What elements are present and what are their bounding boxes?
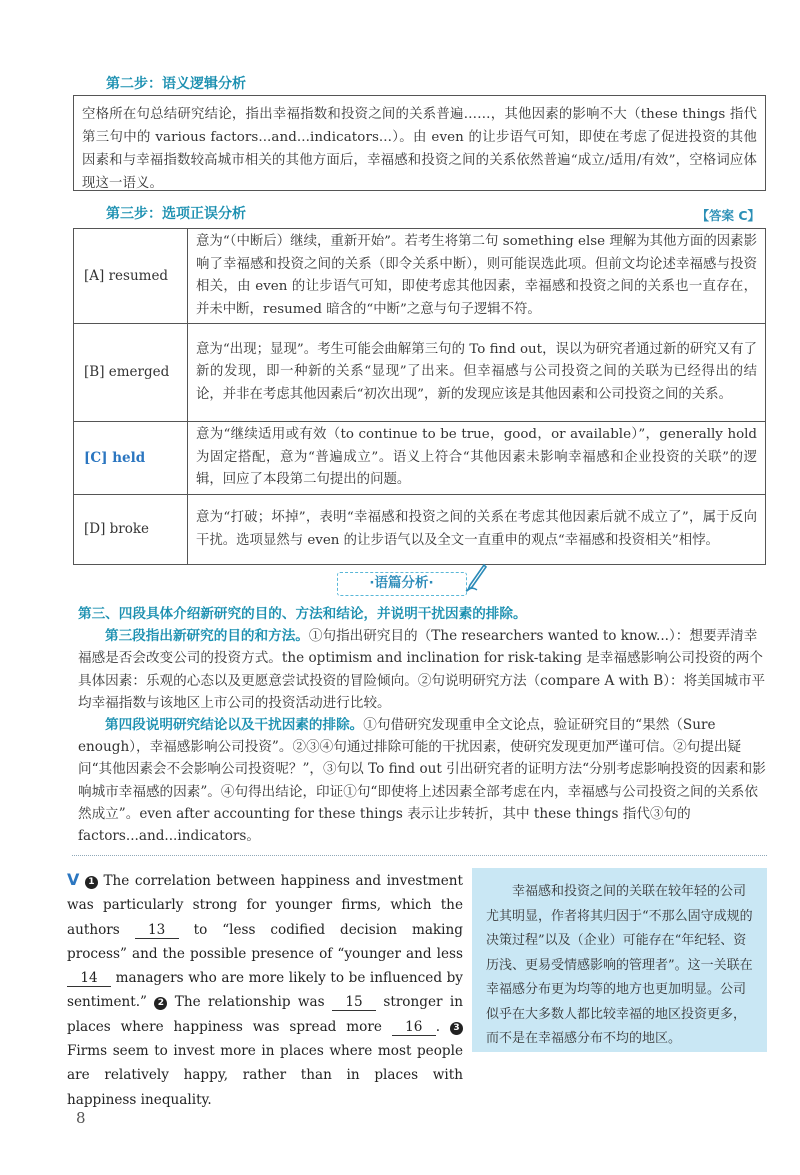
- translation-text: 幸福感和投资之间的关联在较年轻的公司尤其明显，作者将其归因于“不那么固守成规的决策过程”以及（企业）可能存在“年纪轻、资历浅、更易受情感影响的管理者”。这一关联在幸福感分布更为均等的地方也更加明显。公司似乎在大多数人都比较幸福的地区投资更多，而不是在幸福感分布不均的地区。: [486, 884, 753, 1046]
- p4-heading: 第四段说明研究结论以及干扰因素的排除。: [105, 717, 364, 734]
- option-row-c: [74, 422, 766, 495]
- options-table: [73, 228, 766, 565]
- step2-heading: 第二步：语义逻辑分析: [106, 76, 246, 92]
- paragraph4-analysis: [78, 714, 768, 847]
- option-label: [B] emerged: [74, 324, 188, 422]
- option-row-b: [74, 324, 766, 422]
- page-number: 8: [76, 1109, 86, 1127]
- p3-body: ①句指出研究目的（The researchers wanted to know...）：想要弄清幸福感是否会改变公司的投资方式。the optimism and inclination for risk-taking 是幸福感影响公司投资的两个具体因素：乐观的心态以及更愿意尝试投资的冒险倾向。②句说明研究方法（compare A with B）：将美国城市平均幸福指数与该地区上市公司的投资活动进行比较。: [78, 628, 766, 711]
- blank-16[interactable]: 16: [392, 1019, 436, 1036]
- pen-icon: [462, 563, 488, 593]
- step2-text: 空格所在句总结研究结论，指出幸福指数和投资之间的关系普遍……，其他因素的影响不大（these things 指代第三句中的 various factors...and...indicators...）。由 even 的让步语气可知，即使在考虑了促进投资的其他因素和与幸福指数较高城市相关的其他方面后，幸福感和投资之间的关系依然普遍“成立/适用/有效”，空格词应体现这一语义。: [82, 107, 757, 191]
- answer-label: 【答案 C】: [696, 208, 760, 223]
- sentence-1b: to “less codified decision making process” and the possible presence of “younger and less: [67, 921, 463, 962]
- p4-body: ①句借研究发现重申全文论点，验证研究目的“果然（Sure enough），幸福感影响公司投资”。②③④句通过排除可能的干扰因素，使研究发现更加严谨可信。②句提出疑问“其他因素会不会影响公司投资呢？”，③句以 To find out 引出研究者的证明方法“分别考虑影响投资的因素和影响城市幸福感的因素”。④句得出结论，印证①句“即使将上述因素全部考虑在内，幸福感与公司投资之间的关系依然成立”。even after accounting for these things 表示让步转折，其中 these things 指代③句的 factors...and...indicators。: [78, 717, 766, 845]
- translation-note: [472, 868, 767, 1052]
- option-text: 意为“出现；显现”。考生可能会曲解第三句的 To find out，误以为研究者通过新的研究又有了新的发现，即一种新的关系“显现”了出来。但幸福感与公司投资之间的关联为已经得出的结论，并非在考虑其他因素后“初次出现”，新的发现应该是其他因素和公司投资之间的关系。: [188, 324, 766, 422]
- blank-13[interactable]: 13: [135, 922, 179, 939]
- step3-heading: 第三步：选项正误分析: [106, 206, 246, 222]
- sentence-number: 2: [154, 997, 167, 1010]
- sentence-1a: The correlation between happiness and investment was particularly strong for younger firms, which the authors: [67, 873, 464, 938]
- option-text: 意为“打破；坏掉”，表明“幸福感和投资之间的关系在考虑其他因素后就不成立了”，属于反向干扰。选项显然与 even 的让步语气以及全文一直重申的观点“幸福感和投资相关”相悖。: [188, 495, 766, 565]
- sentence-2b: stronger in places where happiness was spread more: [67, 994, 463, 1035]
- section-v-mark: V: [67, 870, 80, 889]
- p3-heading: 第三段指出新研究的目的和方法。: [105, 628, 309, 645]
- blank-14[interactable]: 14: [67, 970, 111, 987]
- option-label: [C] held: [74, 422, 188, 495]
- analysis-section: [78, 603, 768, 847]
- sentence-1c: managers who are more likely to be influenced by sentiment.”: [67, 970, 463, 1011]
- option-label: [D] broke: [74, 495, 188, 565]
- option-label: [A] resumed: [74, 229, 188, 324]
- paragraph3-analysis: [78, 625, 768, 714]
- divider: [72, 855, 767, 856]
- option-text: 意为“继续适用或有效（to continue to be true，good，or available）”，generally hold 为固定搭配，意为“普遍成立”。语义上符合“其他因素未影响幸福感和企业投资的关联”的逻辑，回应了本段第二句提出的问题。: [188, 422, 766, 495]
- section-v-passage: V 1 The correlation between happiness and investment was particularly strong for younger firms, which the authors 13 to “less codified decision making process” and the possible presence of “younger and less 14 managers who are more likely to be influenced by sentiment.” 2 The relationship was 15 stronger in places where happiness was spread more 16 . 3 Firms seem to invest more in places where most people are relatively happy, rather than in places with happiness inequality.: [67, 870, 464, 1108]
- sentence-number: 3: [450, 1022, 463, 1035]
- sentence-3: Firms seem to invest more in places where most people are relatively happy, rather than in places with happiness inequality.: [67, 1043, 463, 1108]
- sentence-number: 1: [85, 876, 98, 889]
- sentence-2a: The relationship was: [174, 994, 325, 1011]
- banner-label: ·语篇分析·: [337, 572, 467, 596]
- blank-15[interactable]: 15: [332, 994, 376, 1011]
- option-text: 意为“（中断后）继续，重新开始”。若考生将第二句 something else 理解为其他方面的因素影响了幸福感和投资之间的关系（即令关系中断），则可能误选此项。但前文均论述幸福感与投资相关，由 even 的让步语气可知，即使考虑其他因素，幸福感和投资之间的关系也一直存在，并未中断，resumed 暗含的“中断”之意与句子逻辑不符。: [188, 229, 766, 324]
- option-row-a: [74, 229, 766, 324]
- analysis-banner: [329, 571, 474, 595]
- option-row-d: [74, 495, 766, 565]
- step2-box: [73, 95, 766, 191]
- analysis-summary: 第三、四段具体介绍新研究的目的、方法和结论，并说明干扰因素的排除。: [78, 606, 527, 622]
